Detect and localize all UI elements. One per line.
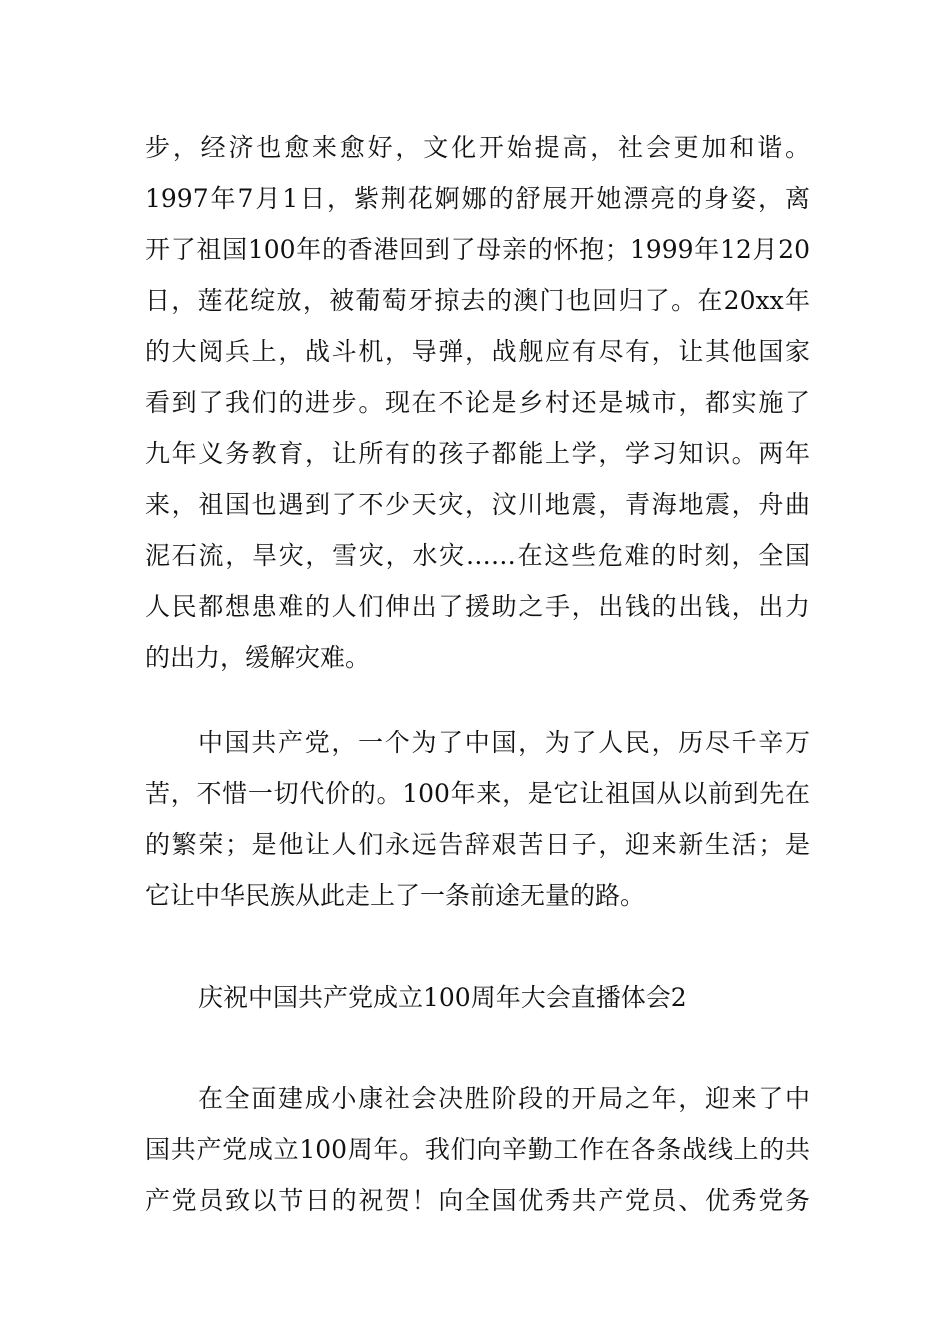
paragraph-1-line-6: 看到了我们的进步。现在不论是乡村还是城市，都实施了 [145, 388, 810, 417]
paragraph-2-line-4: 它让中华民族从此走上了一条前途无量的路。 [145, 881, 646, 910]
paragraph-3-line-2: 国共产党成立100周年。我们向辛勤工作在各条战线上的共 [145, 1135, 810, 1164]
section-heading: 庆祝中国共产党成立100周年大会直播体会2 [198, 983, 687, 1012]
paragraph-3-line-1: 在全面建成小康社会决胜阶段的开局之年，迎来了中 [198, 1084, 810, 1113]
paragraph-1-line-7: 九年义务教育，让所有的孩子都能上学，学习知识。两年 [145, 439, 810, 468]
paragraph-1-line-9: 泥石流，旱灾，雪灾，水灾……在这些危难的时刻，全国 [145, 541, 810, 570]
paragraph-1-line-5: 的大阅兵上，战斗机，导弹，战舰应有尽有，让其他国家 [145, 337, 810, 366]
paragraph-3-line-3: 产党员致以节日的祝贺！向全国优秀共产党员、优秀党务 [145, 1186, 810, 1215]
paragraph-1-line-3: 开了祖国100年的香港回到了母亲的怀抱；1999年12月20 [145, 235, 810, 264]
paragraph-1-line-4: 日，莲花绽放，被葡萄牙掠去的澳门也回归了。在20xx年 [145, 286, 810, 315]
paragraph-2-line-3: 的繁荣；是他让人们永远告辞艰苦日子，迎来新生活；是 [145, 830, 810, 859]
paragraph-1-line-1: 步，经济也愈来愈好，文化开始提高，社会更加和谐。 [145, 133, 810, 162]
paragraph-1-line-10: 人民都想患难的人们伸出了援助之手，出钱的出钱，出力 [145, 592, 810, 621]
paragraph-1-line-2: 1997年7月1日，紫荆花婀娜的舒展开她漂亮的身姿，离 [145, 184, 810, 213]
paragraph-2-line-2: 苦，不惜一切代价的。100年来，是它让祖国从以前到先在 [145, 779, 810, 808]
paragraph-1-line-11: 的出力，缓解灾难。 [145, 643, 371, 672]
paragraph-2-line-1: 中国共产党，一个为了中国，为了人民，历尽千辛万 [198, 728, 810, 757]
paragraph-1-line-8: 来，祖国也遇到了不少天灾，汶川地震，青海地震，舟曲 [145, 490, 810, 519]
